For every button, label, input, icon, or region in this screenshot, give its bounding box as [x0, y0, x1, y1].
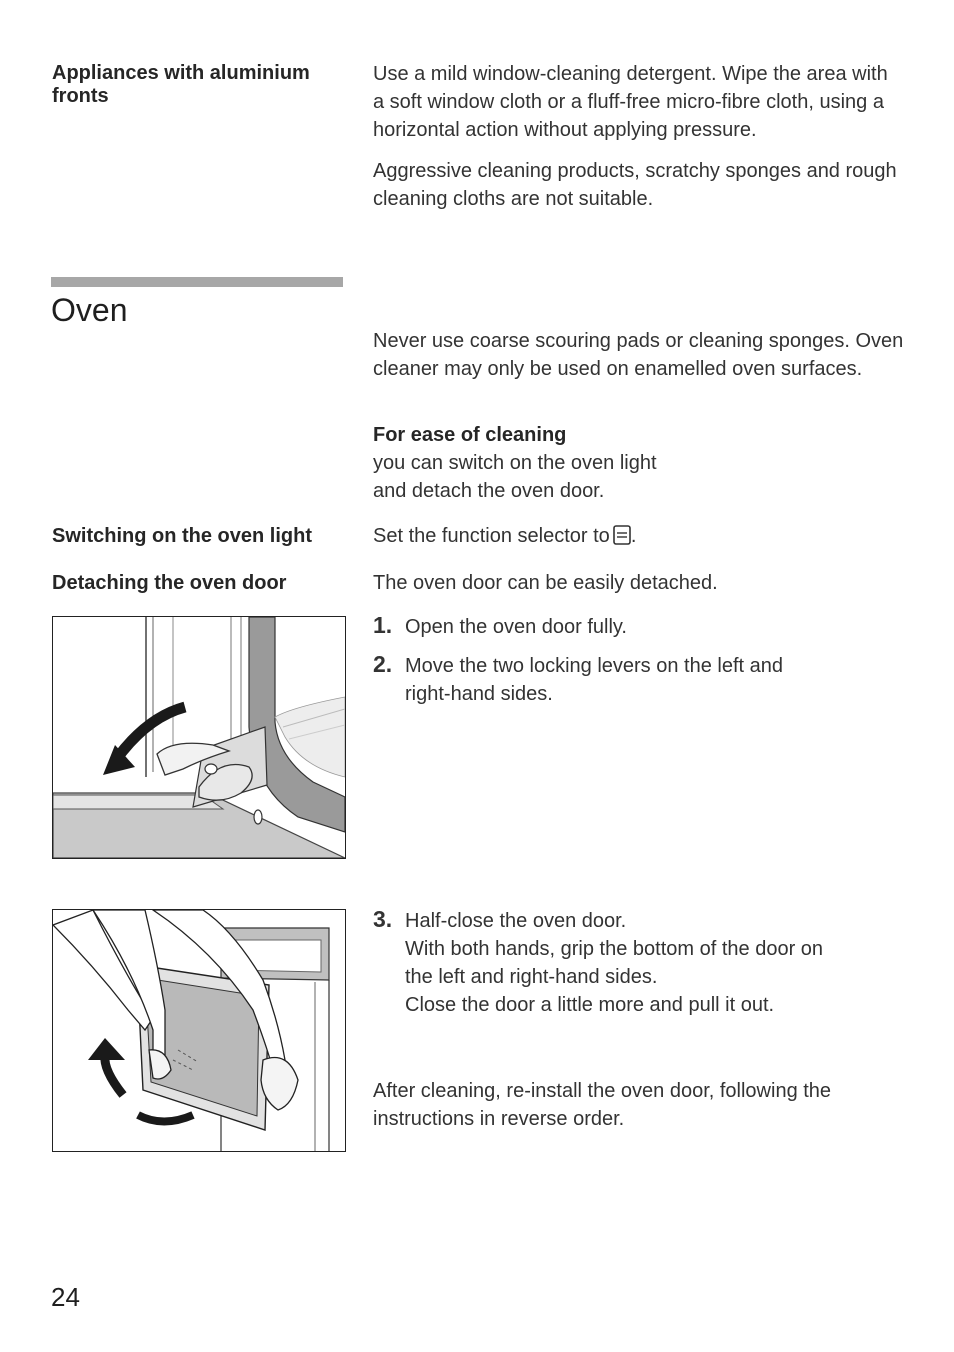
ease-title: For ease of cleaning: [373, 424, 567, 446]
section-title: Oven: [51, 292, 128, 328]
oven-light-symbol-icon: [613, 525, 631, 553]
section-divider: [51, 277, 343, 287]
step-line: right-hand sides.: [405, 683, 553, 705]
aluminium-para-2: Aggressive cleaning products, scratchy sponges and rough cleaning cloths are not suitable.: [373, 160, 897, 210]
ease-of-cleaning: [373, 421, 913, 505]
oven-light-text: Set the function selector to: [373, 525, 610, 547]
ease-line-1: you can switch on the oven light: [373, 452, 657, 474]
page-number: 24: [51, 1282, 80, 1312]
step-line: With both hands, grip the bottom of the door on: [405, 938, 824, 960]
door-heading: Detaching the oven door: [52, 572, 287, 594]
oven-intro-text: Never use coarse scouring pads or cleaning sponges. Oven cleaner may only be used on enamelled oven surfaces.: [373, 330, 904, 380]
step-line: the left and right-hand sides.: [405, 966, 658, 988]
step-line: Open the oven door fully.: [405, 616, 627, 638]
locking-lever-illustration: [52, 616, 346, 859]
step-number: 1.: [373, 612, 393, 638]
remove-door-illustration: [52, 909, 346, 1152]
aluminium-para-1: Use a mild window-cleaning detergent. Wipe the area with a soft window cloth or a fluff-free micro-fibre cloth, using a horizontal action without applying pressure.: [373, 63, 888, 141]
oven-light-heading: Switching on the oven light: [52, 525, 312, 547]
door-outro: [373, 1077, 913, 1133]
oven-light-text-end: .: [630, 525, 637, 547]
step-line: Move the two locking levers on the left and: [405, 655, 783, 677]
step-number: 2.: [373, 651, 393, 677]
step-3: [373, 907, 913, 1019]
aluminium-text: [373, 60, 913, 213]
ease-line-2: and detach the oven door.: [373, 480, 605, 502]
step-number: 3.: [373, 906, 393, 932]
step-line: Close the door a little more and pull it out.: [405, 994, 775, 1016]
door-outro-text: After cleaning, re-install the oven door, following the instructions in reverse order.: [373, 1080, 832, 1130]
step-2: [373, 652, 913, 708]
aluminium-heading: Appliances with aluminium fronts: [52, 62, 310, 107]
step-1: [373, 613, 913, 641]
oven-light-instruction: [373, 522, 913, 553]
oven-intro: [373, 327, 913, 383]
door-intro: The oven door can be easily detached.: [373, 572, 718, 594]
step-line: Half-close the oven door.: [405, 910, 627, 932]
